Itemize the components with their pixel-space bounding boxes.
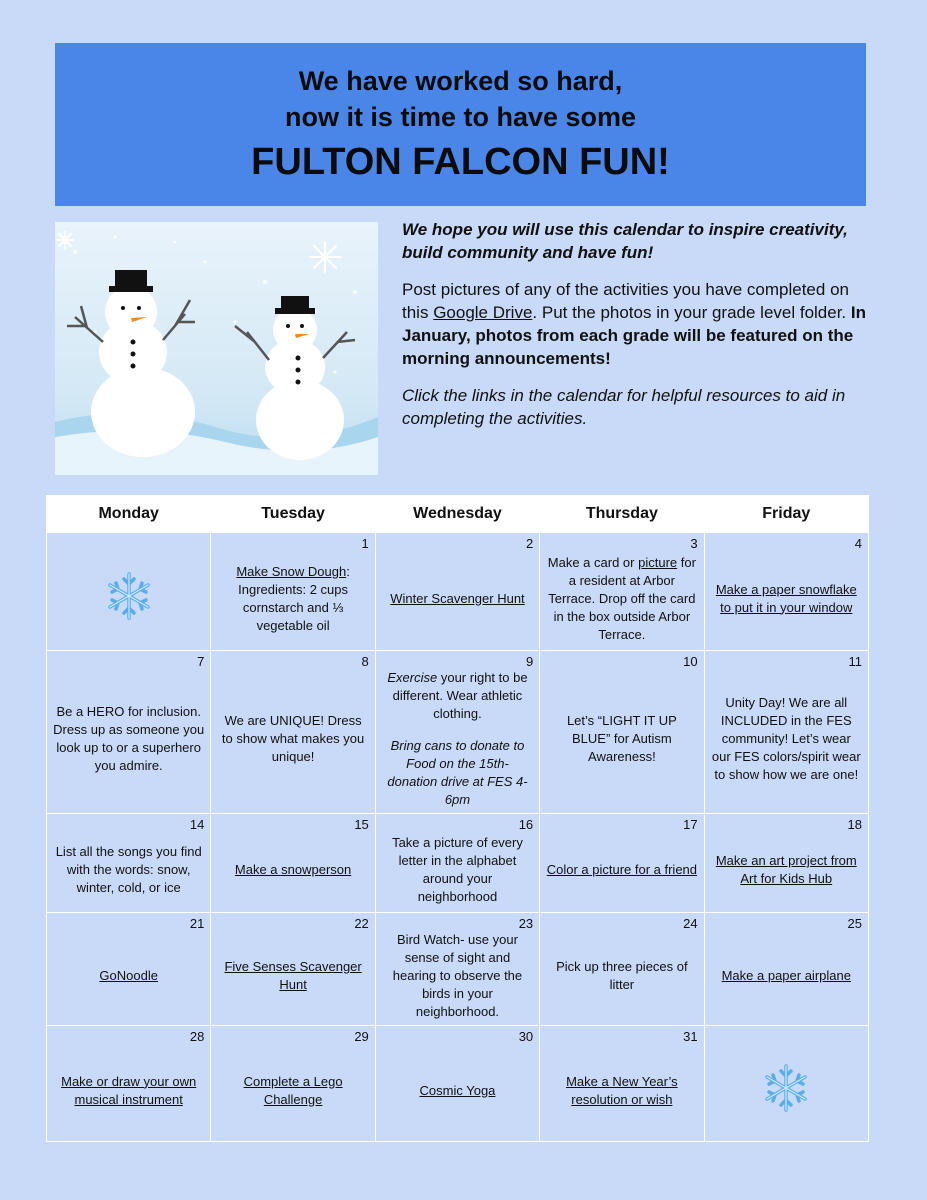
activity-link[interactable]: Make an art project from Art for Kids Hub: [715, 853, 857, 886]
post-text-before: Post pictures of any of the activities you have completed on this: [402, 280, 849, 322]
date-number: 17: [683, 817, 698, 832]
activity-text: Pick up three pieces of litter: [556, 959, 688, 992]
activity-link[interactable]: Make a paper snowflake to put it in your window: [715, 581, 857, 615]
date-number: 1: [361, 536, 369, 551]
snowmen-illustration: [55, 222, 378, 475]
calendar-cell: [375, 533, 539, 651]
activity-text: We are UNIQUE! Dress to show what makes you unique!: [221, 713, 365, 764]
activity-link[interactable]: GoNoodle: [99, 968, 158, 983]
date-number: 31: [683, 1029, 698, 1044]
activity-link[interactable]: Make a paper airplane: [721, 968, 851, 983]
activity-link[interactable]: Make or draw your own musical instrument: [61, 1073, 197, 1107]
calendar-cell: [211, 533, 375, 651]
date-number: 21: [189, 916, 205, 931]
calendar-cell: [211, 913, 375, 1026]
activity-link[interactable]: Cosmic Yoga: [419, 1082, 496, 1098]
calendar-cell: [704, 814, 868, 913]
date-number: 3: [690, 536, 698, 551]
intro-text: [402, 218, 872, 444]
date-number: 4: [854, 536, 862, 551]
calendar-cell: [47, 814, 211, 913]
date-number: 7: [197, 654, 205, 669]
calendar-week-row: [47, 814, 869, 913]
calendar-cell: [540, 814, 704, 913]
date-number: 15: [354, 817, 369, 832]
calendar-week-row: [47, 1026, 869, 1142]
calendar-cell: [704, 651, 868, 814]
activity-link[interactable]: picture: [638, 554, 678, 570]
date-number: 11: [848, 654, 862, 669]
calendar-cell: [47, 913, 211, 1026]
activity-link[interactable]: Make a snowperson: [234, 862, 352, 877]
date-number: 9: [525, 654, 534, 669]
date-number: 2: [525, 536, 534, 551]
activity-calendar: [46, 495, 869, 1142]
activity-text: List all the songs you find with the words: snow, winter, cold, or ice: [55, 844, 202, 895]
activity-note: Bring cans to donate to Food on the 15th- donation drive at FES 4-6pm: [387, 738, 528, 807]
activity-text: Let’s “LIGHT IT UP BLUE” for Autism Awareness!: [566, 713, 677, 764]
activity-text: Take a picture of every letter in the alphabet around your neighborhood: [392, 835, 523, 904]
activity-link[interactable]: Winter Scavenger Hunt: [390, 590, 525, 606]
banner-line-1: We have worked so hard,: [298, 66, 623, 96]
day-header-tuesday: Tuesday: [211, 496, 375, 533]
activity-link[interactable]: Complete a Lego Challenge: [243, 1073, 343, 1107]
calendar-cell: [211, 651, 375, 814]
calendar-cell: [375, 651, 539, 814]
banner-line-2: now it is time to have some: [284, 102, 637, 132]
activity-text: Bird Watch- use your sense of sight and hearing to observe the birds in your neighborhood.: [392, 932, 523, 1019]
day-header-monday: Monday: [47, 496, 211, 533]
date-number: 10: [683, 654, 698, 669]
activity-link[interactable]: Make Snow Dough: [236, 563, 347, 579]
date-number: 18: [847, 817, 862, 832]
date-number: 28: [189, 1029, 205, 1044]
title-banner: [55, 43, 866, 206]
intro-links-note: Click the links in the calendar for helpful resources to aid in completing the activities.: [402, 386, 846, 428]
calendar-cell: [211, 814, 375, 913]
date-number: 22: [354, 916, 369, 931]
date-number: 16: [518, 817, 534, 832]
calendar-cell-empty: [704, 1026, 868, 1142]
post-text-bold: In January, photos from each grade will be featured on the morning announcements!: [402, 303, 866, 368]
calendar-cell: [704, 913, 868, 1026]
date-number: 23: [518, 916, 534, 931]
activity-text-pre: Make a card or: [547, 554, 639, 570]
day-header-friday: Friday: [704, 496, 868, 533]
activity-text: Unity Day! We are all INCLUDED in the FES community! Let’s wear our FES colors/spirit wear to show how we are one!: [711, 695, 861, 782]
date-number: 24: [683, 916, 698, 931]
calendar-cell: [375, 1026, 539, 1142]
day-header-wednesday: Wednesday: [375, 496, 539, 533]
intro-tagline: We hope you will use this calendar to inspire creativity, build community and have fun!: [402, 220, 848, 262]
activity-link[interactable]: Make a New Year’s resolution or wish: [566, 1073, 678, 1107]
activity-text: for a resident at Arbor Terrace. Drop off the card in the box outside Arbor Terrace.: [548, 554, 696, 642]
activity-link[interactable]: Color a picture for a friend: [546, 862, 698, 877]
snowflake-icon: [761, 1063, 811, 1113]
calendar-cell: [540, 651, 704, 814]
date-number: 14: [189, 817, 205, 832]
snowflake-icon: [104, 571, 154, 621]
google-drive-link[interactable]: Google Drive: [433, 303, 533, 322]
calendar-cell-empty: [47, 533, 211, 651]
intro-post-instructions: [402, 278, 872, 370]
calendar-week-row: [47, 533, 869, 651]
banner-headline: FULTON FALCON FUN!: [251, 141, 670, 183]
activity-text: Be a HERO for inclusion. Dress up as someone you look up to or a superhero you admire.: [53, 704, 205, 773]
calendar-header-row: [47, 496, 869, 533]
calendar-cell: [375, 913, 539, 1026]
activity-text-italic: Exercise: [387, 670, 438, 685]
calendar-cell: [375, 814, 539, 913]
calendar-cell: [211, 1026, 375, 1142]
calendar-cell: [704, 533, 868, 651]
calendar-cell: [47, 651, 211, 814]
activity-link[interactable]: Five Senses Scavenger Hunt: [224, 959, 362, 992]
day-header-thursday: Thursday: [540, 496, 704, 533]
calendar-cell: [540, 1026, 704, 1142]
date-number: 30: [518, 1029, 534, 1044]
calendar-cell: [540, 913, 704, 1026]
calendar-cell: [540, 533, 704, 651]
post-text-after: . Put the photos in your grade level folder.: [532, 303, 851, 322]
activity-text: your right to be different. Wear athletic clothing.: [392, 670, 528, 721]
date-number: 25: [847, 916, 862, 931]
date-number: 29: [354, 1029, 369, 1044]
activity-text: : Ingredients: 2 cups cornstarch and ⅓ vegetable oil: [238, 563, 350, 633]
calendar-week-row: [47, 651, 869, 814]
calendar-week-row: [47, 913, 869, 1026]
calendar-cell: [47, 1026, 211, 1142]
date-number: 8: [361, 654, 369, 669]
